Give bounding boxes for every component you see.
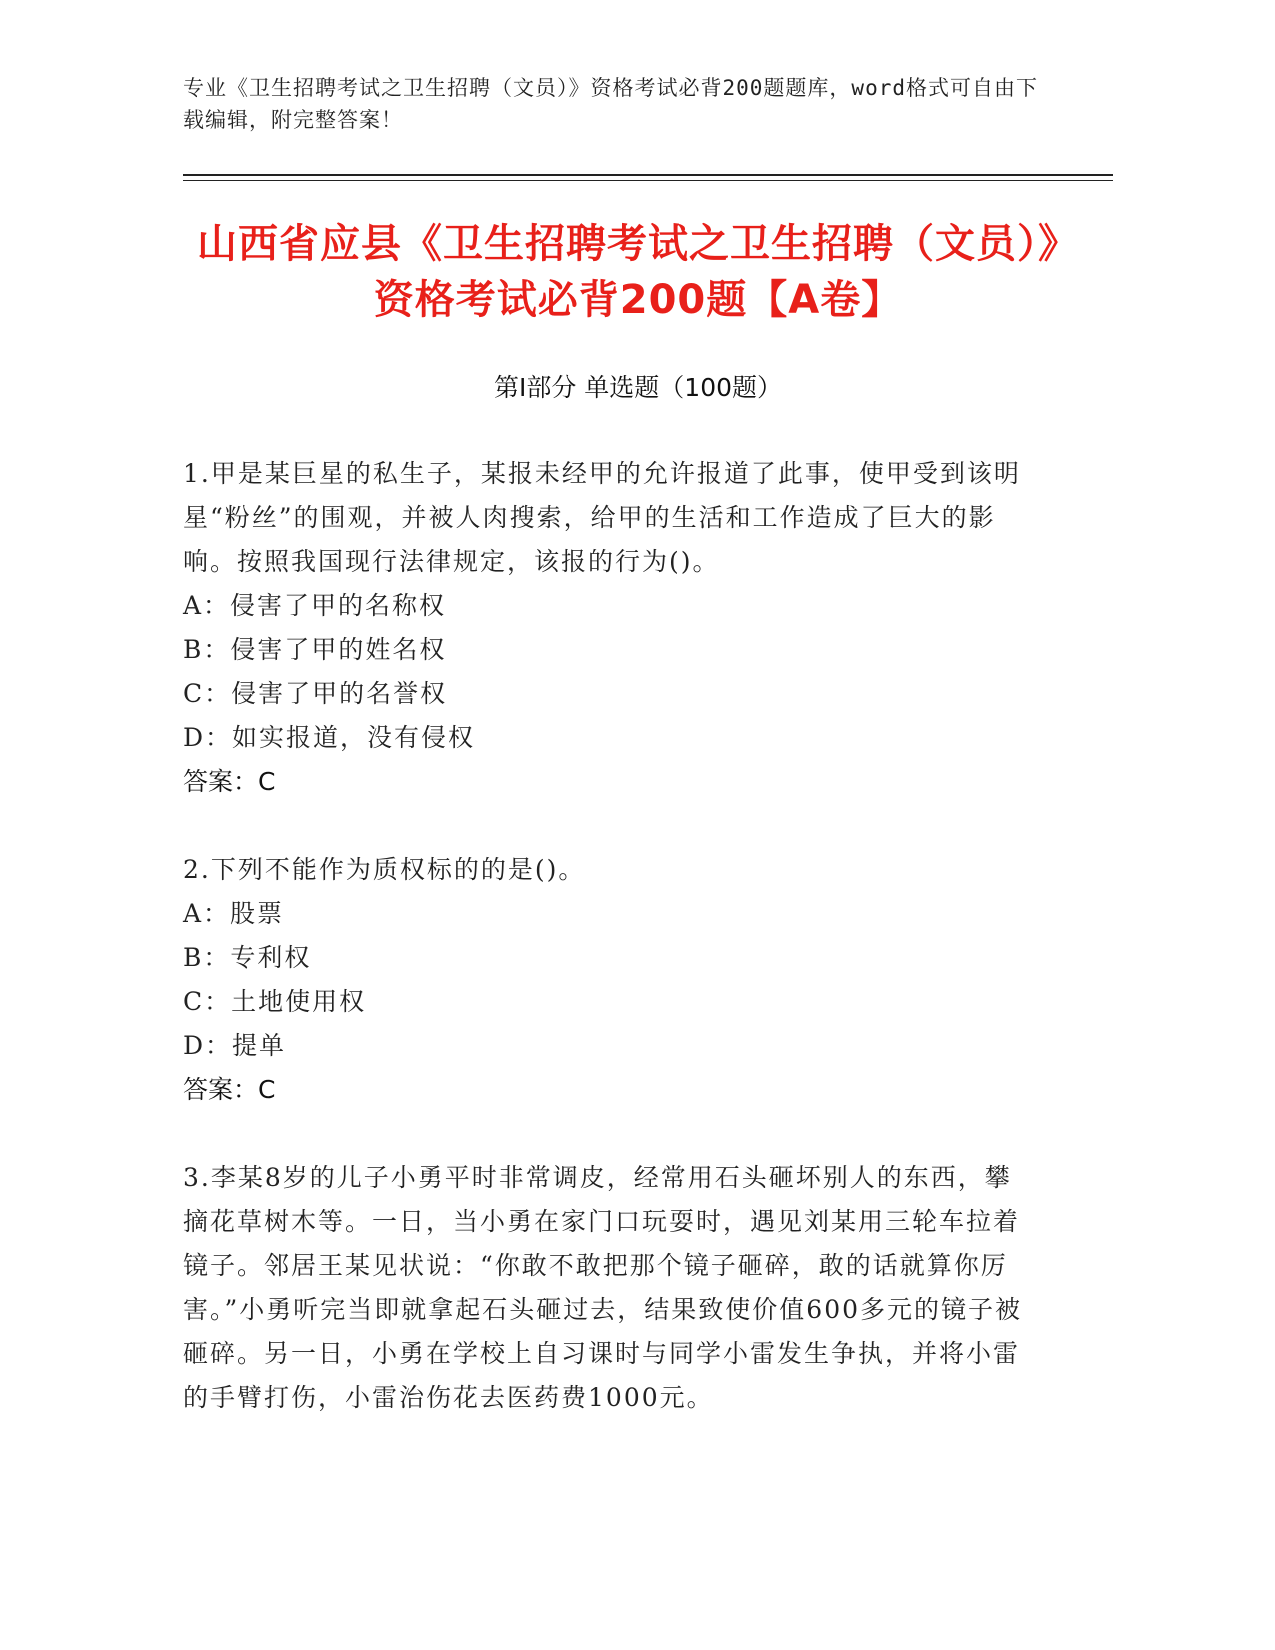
option-a: A：侵害了甲的名称权 <box>183 591 447 620</box>
header-note: 专业《卫生招聘考试之卫生招聘（文员）》资格考试必背200题题库，word格式可自由下载编辑，附完整答案！ <box>183 76 1038 132</box>
option-a: A：股票 <box>183 899 285 928</box>
option-b: B：专利权 <box>183 943 312 972</box>
option-c: C：侵害了甲的名誉权 <box>183 679 448 708</box>
question-stem: 2.下列不能作为质权标的的是()。 <box>183 855 586 884</box>
question-stem: 3.李某8岁的儿子小勇平时非常调皮，经常用石头砸坏别人的东西，攀摘花草树木等。一日，当小勇在家门口玩耍时，遇见刘某用三轮车拉着镜子。邻居王某见状说：“你敢不敢把那个镜子砸碎，敢的话就算你厉害。”小勇听完当即就拿起石头砸过去，结果致使价值600多元的镜子被砸碎。另一日，小勇在学校上自习课时与同学小雷发生争执，并将小雷的手臂打伤，小雷治伤花去医药费1000元。 <box>183 1163 1023 1412</box>
option-d: D：提单 <box>183 1031 287 1060</box>
answer-line: 答案：C <box>183 767 276 796</box>
option-b: B：侵害了甲的姓名权 <box>183 635 447 664</box>
option-c: C：土地使用权 <box>183 987 367 1016</box>
document-title: 山西省应县《卫生招聘考试之卫生招聘（文员）》资格考试必背200题【A卷】 <box>197 221 1079 323</box>
question-1 <box>183 452 1023 804</box>
question-3 <box>183 1156 1023 1420</box>
header-divider-thick <box>183 174 1113 176</box>
answer-line: 答案：C <box>183 1075 276 1104</box>
question-2 <box>183 848 1023 1112</box>
section-title: 第I部分 单选题（100题） <box>493 373 783 402</box>
option-d: D：如实报道，没有侵权 <box>183 723 476 752</box>
question-list <box>183 452 1023 1464</box>
header-divider-thin <box>183 180 1113 181</box>
question-stem: 1.甲是某巨星的私生子，某报未经甲的允许报道了此事，使甲受到该明星“粉丝”的围观，并被人肉搜索，给甲的生活和工作造成了巨大的影响。按照我国现行法律规定，该报的行为()。 <box>183 459 1021 576</box>
